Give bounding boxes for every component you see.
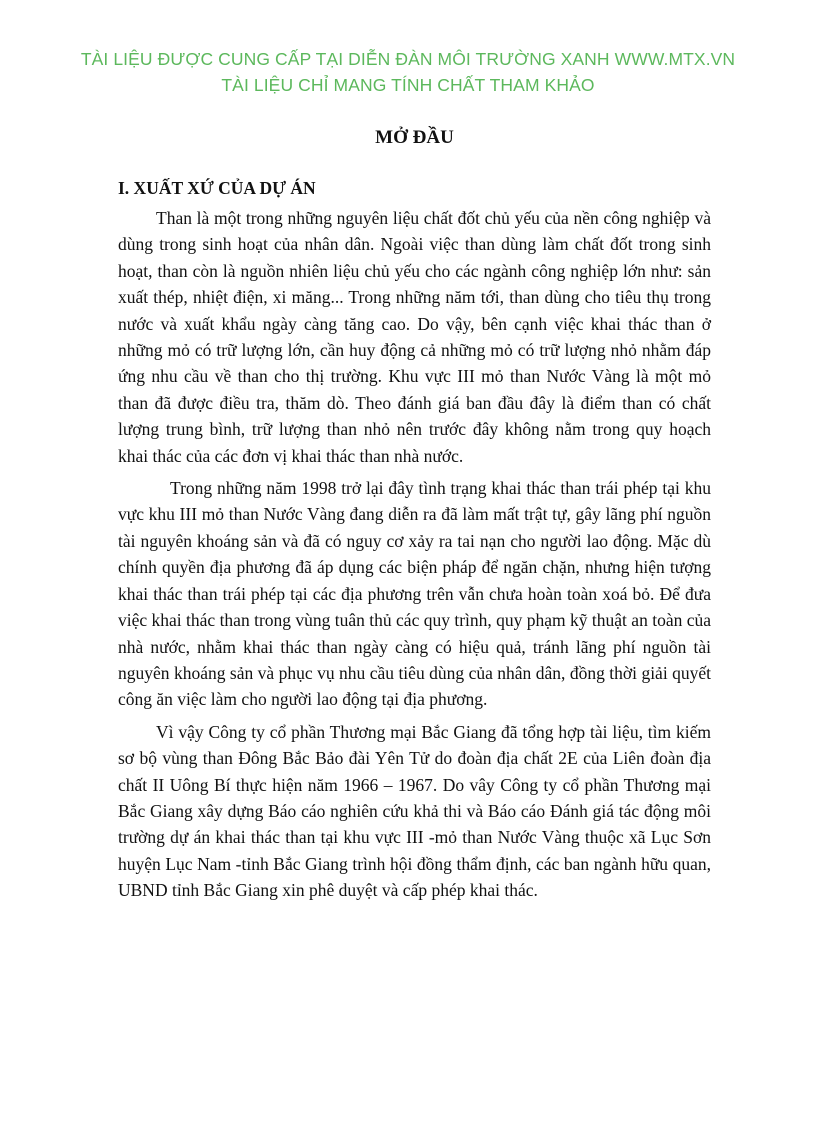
paragraph-1: Than là một trong những nguyên liệu chất đốt chủ yếu của nền công nghiệp và dùng trong sinh hoạt của nhân dân. Ngoài việc than dùng làm chất đốt trong sinh hoạt, than còn là nguồn nhiên liệu chủ yếu cho các ngành công nghiệp lớn như: sản xuất thép, nhiệt điện, xi măng... Trong những năm tới, than dùng cho tiêu thụ trong nước và xuất khẩu ngày càng tăng cao. Do vậy, bên cạnh việc khai thác than ở những mỏ có trữ lượng lớn, cần huy động cả những mỏ có trữ lượng nhỏ nhằm đáp ứng nhu cầu về than cho thị trường. Khu vực III mỏ than Nước Vàng là một mỏ than đã được điều tra, thăm dò. Theo đánh giá ban đầu đây là điểm than có chất lượng trung bình, trữ lượng than nhỏ nên trước đây không nằm trong quy hoạch khai thác của các đơn vị khai thác than nhà nước. bbox=[118, 208, 711, 466]
section-heading: I. XUẤT XỨ CỦA DỰ ÁN bbox=[118, 178, 316, 198]
paragraph-2: Trong những năm 1998 trở lại đây tình trạng khai thác than trái phép tại khu vực khu III mỏ than Nước Vàng đang diễn ra đã làm mất trật tự, gây lãng phí nguồn tài nguyên khoáng sản và đã có nguy cơ xảy ra tai nạn cho người lao động. Mặc dù chính quyền địa phương đã áp dụng các biện pháp để ngăn chặn, nhưng hiện tượng khai thác than trái phép tại các địa phương trên vẫn chưa hoàn toàn xoá bỏ. Để đưa việc khai thác than trong vùng tuân thủ các quy trình, quy phạm kỹ thuật an toàn của nhà nước, nhằm khai thác than ngày càng có hiệu quả, tránh lãng phí nguồn tài nguyên khoáng sản và phục vụ nhu cầu tiêu dùng của nhân dân, đồng thời giải quyết công ăn việc làm cho người lao động tại địa phương. bbox=[118, 478, 711, 710]
banner-line-2: TÀI LIỆU CHỈ MANG TÍNH CHẤT THAM KHẢO bbox=[221, 75, 595, 95]
banner-line-1: TÀI LIỆU ĐƯỢC CUNG CẤP TẠI DIỄN ĐÀN MÔI TRƯỜNG XANH WWW.MTX.VN bbox=[80, 49, 736, 69]
page-title: MỞ ĐẦU bbox=[375, 127, 454, 148]
document-body bbox=[118, 125, 711, 910]
watermark-banner bbox=[0, 46, 816, 98]
paragraph-3: Vì vậy Công ty cổ phần Thương mại Bắc Giang đã tổng hợp tài liệu, tìm kiếm sơ bộ vùng than Đông Bắc Bảo đài Yên Tử do đoàn địa chất 2E của Liên đoàn địa chất II Uông Bí thực hiện năm 1966 – 1967. Do vây Công ty cổ phần Thương mại Bắc Giang xây dựng Báo cáo nghiên cứu khả thi và Báo cáo Đánh giá tác động môi trường dự án khai thác than tại khu vực III -mỏ than Nước Vàng thuộc xã Lục Sơn huyện Lục Nam -tỉnh Bắc Giang trình hội đồng thẩm định, các ban ngành hữu quan, UBND tỉnh Bắc Giang xin phê duyệt và cấp phép khai thác. bbox=[118, 721, 711, 901]
